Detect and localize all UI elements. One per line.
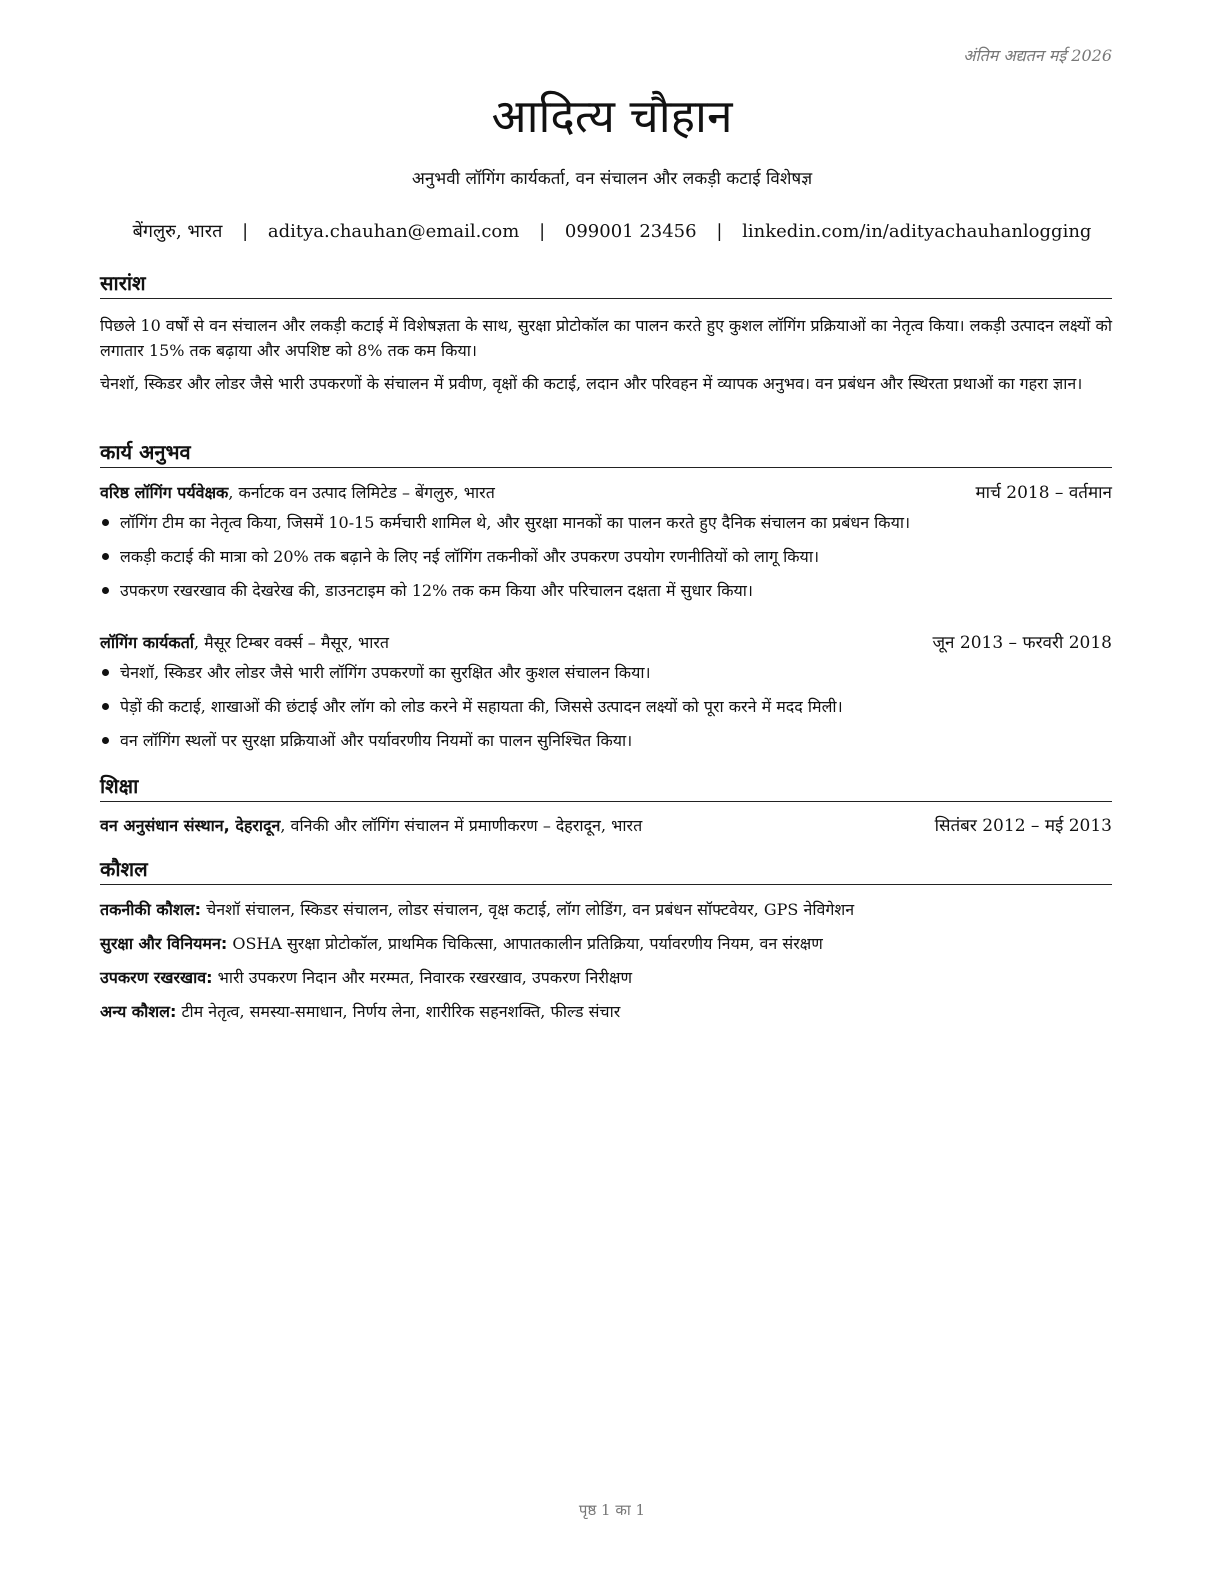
skill-row — [100, 999, 1112, 1025]
contact-email[interactable]: aditya.chauhan@email.com — [267, 221, 520, 242]
contact-separator: | — [242, 221, 249, 242]
skill-value: चेनशॉ संचालन, स्किडर संचालन, लोडर संचालन, वृक्ष कटाई, लॉग लोडिंग, वन प्रबंधन सॉफ्टवेयर, GPS नेविगेशन — [201, 900, 855, 919]
skill-value: टीम नेतृत्व, समस्या-समाधान, निर्णय लेना, शारीरिक सहनशक्ति, फील्ड संचार — [176, 1002, 621, 1021]
education-detail: , वनिकी और लॉगिंग संचालन में प्रमाणीकरण – देहरादून, भारत — [280, 816, 643, 835]
contact-location: बेंगलुरु, भारत — [132, 221, 223, 242]
bullet-icon — [102, 703, 109, 710]
contact-linkedin[interactable]: linkedin.com/in/adityachauhanlogging — [742, 221, 1092, 242]
skill-row — [100, 965, 1112, 991]
bullet-icon — [102, 669, 109, 676]
summary-paragraph-1: पिछले 10 वर्षों से वन संचालन और लकड़ी कटाई में विशेषज्ञता के साथ, सुरक्षा प्रोटोकॉल का पालन करते हुए कुशल लॉगिंग प्रक्रियाओं का नेतृत्व किया। लकड़ी उत्पादन लक्ष्यों को लगातार 15% तक बढ़ाया और अपशिष्ट को 8% तक कम किया। — [100, 316, 1112, 360]
bullet-text: लॉगिंग टीम का नेतृत्व किया, जिसमें 10-15 कर्मचारी शामिल थे, और सुरक्षा मानकों का पालन करते हुए दैनिक संचालन का प्रबंधन किया। — [120, 513, 911, 532]
job-date: जून 2013 – फरवरी 2018 — [932, 633, 1112, 653]
bullet-text: उपकरण रखरखाव की देखरेख की, डाउनटाइम को 12% तक कम किया और परिचालन दक्षता में सुधार किया। — [120, 581, 753, 600]
skill-row — [100, 931, 1112, 957]
last-updated: अंतिम अद्यतन मई 2026 — [963, 46, 1112, 65]
bullet-icon — [102, 587, 109, 594]
bullet-text: वन लॉगिंग स्थलों पर सुरक्षा प्रक्रियाओं और पर्यावरणीय नियमों का पालन सुनिश्चित किया। — [120, 731, 633, 750]
bullet-icon — [102, 519, 109, 526]
bullet-icon — [102, 553, 109, 560]
job-date: मार्च 2018 – वर्तमान — [975, 483, 1112, 503]
job-header — [100, 630, 1112, 656]
education-date: सितंबर 2012 – मई 2013 — [934, 816, 1112, 836]
skill-label: अन्य कौशल: — [100, 1002, 177, 1021]
tagline: अनुभवी लॉगिंग कार्यकर्ता, वन संचालन और लकड़ी कटाई विशेषज्ञ — [411, 169, 813, 189]
job-bullets — [100, 510, 1112, 612]
job-role: लॉगिंग कार्यकर्ता — [100, 633, 194, 652]
list-item — [100, 544, 1112, 578]
list-item — [100, 694, 1112, 728]
list-item — [100, 660, 1112, 694]
section-title-summary: सारांश — [100, 268, 1112, 299]
skill-label: उपकरण रखरखाव: — [100, 968, 213, 987]
skill-value: OSHA सुरक्षा प्रोटोकॉल, प्राथमिक चिकित्सा, आपातकालीन प्रतिक्रिया, पर्यावरणीय नियम, वन संरक्षण — [227, 934, 823, 953]
bullet-text: चेनशॉ, स्किडर और लोडर जैसे भारी लॉगिंग उपकरणों का सुरक्षित और कुशल संचालन किया। — [120, 663, 651, 682]
job-role: वरिष्ठ लॉगिंग पर्यवेक्षक — [100, 483, 229, 502]
bullet-text: पेड़ों की कटाई, शाखाओं की छंटाई और लॉग को लोड करने में सहायता की, जिससे उत्पादन लक्ष्यों को पूरा करने में मदद मिली। — [120, 697, 843, 716]
education-institution: वन अनुसंधान संस्थान, देहरादून — [100, 816, 281, 835]
skill-label: सुरक्षा और विनियमन: — [100, 934, 228, 953]
contact-phone: 099001 23456 — [564, 221, 697, 242]
job-org: , कर्नाटक वन उत्पाद लिमिटेड – बेंगलुरु, भारत — [228, 483, 495, 502]
list-item — [100, 510, 1112, 544]
contact-separator: | — [716, 221, 723, 242]
job-bullets — [100, 660, 1112, 762]
education-line — [100, 813, 642, 839]
candidate-name: आदित्य चौहान — [491, 89, 733, 143]
section-title-education: शिक्षा — [100, 771, 1112, 802]
section-title-experience: कार्य अनुभव — [100, 437, 1112, 468]
skill-label: तकनीकी कौशल: — [100, 900, 201, 919]
contact-line — [0, 218, 1224, 246]
page-number: पृष्ठ 1 का 1 — [578, 1501, 646, 1519]
bullet-text: लकड़ी कटाई की मात्रा को 20% तक बढ़ाने के लिए नई लॉगिंग तकनीकों और उपकरण उपयोग रणनीतियों को लागू किया। — [120, 547, 820, 566]
section-title-skills: कौशल — [100, 854, 1112, 885]
bullet-icon — [102, 737, 109, 744]
contact-separator: | — [539, 221, 546, 242]
job-org: , मैसूर टिम्बर वर्क्स – मैसूर, भारत — [194, 633, 390, 652]
list-item — [100, 578, 1112, 612]
job-header — [100, 480, 1112, 506]
summary-paragraph-2: चेनशॉ, स्किडर और लोडर जैसे भारी उपकरणों के संचालन में प्रवीण, वृक्षों की कटाई, लदान और परिवहन में व्यापक अनुभव। वन प्रबंधन और स्थिरता प्रथाओं का गहरा ज्ञान। — [100, 374, 1083, 393]
job-title-line — [100, 630, 389, 656]
education-entry — [100, 813, 1112, 839]
job-title-line — [100, 480, 495, 506]
skill-row — [100, 897, 1112, 923]
skill-value: भारी उपकरण निदान और मरम्मत, निवारक रखरखाव, उपकरण निरीक्षण — [212, 968, 633, 987]
list-item — [100, 728, 1112, 762]
